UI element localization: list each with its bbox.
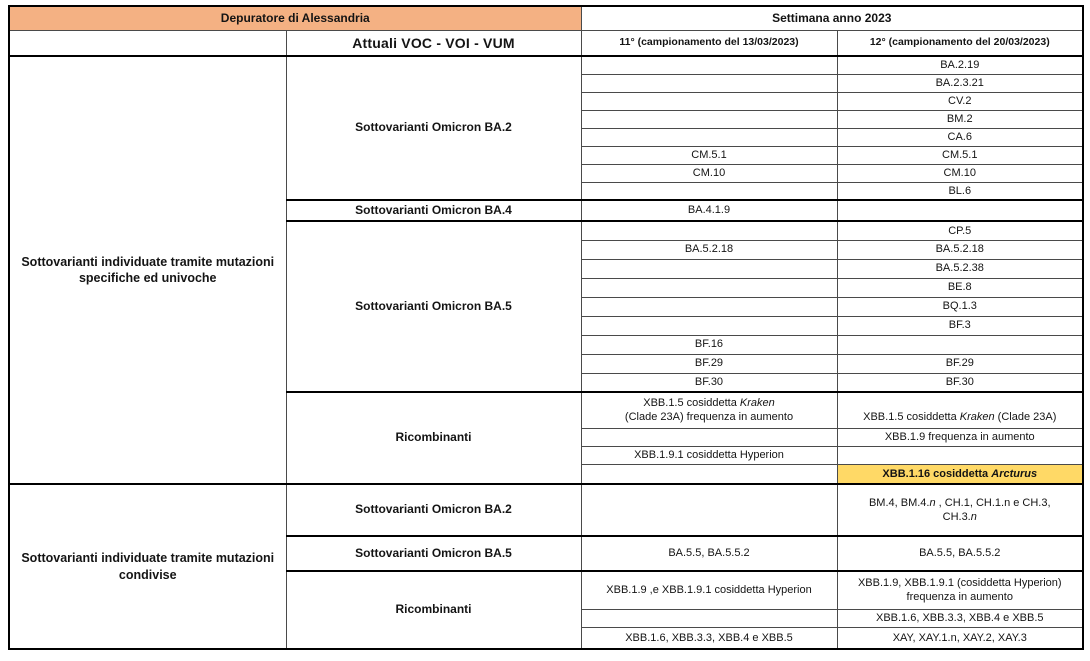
variant-cell: XBB.1.5 cosiddetta Kraken (Clade 23A) frequenza in aumento (581, 392, 837, 428)
variant-cell: BA.5.2.18 (581, 240, 837, 259)
variant-cell (837, 335, 1083, 354)
variant-cell: BA.5.2.18 (837, 240, 1083, 259)
variant-cell: CV.2 (837, 92, 1083, 110)
variant-cell: BE.8 (837, 278, 1083, 297)
week-group-header: Settimana anno 2023 (581, 6, 1083, 31)
header-spacer-cell (9, 31, 286, 57)
variant-cell: BF.30 (581, 373, 837, 392)
variant-cell: BQ.1.3 (837, 297, 1083, 316)
band-label-ricombinanti: Ricombinanti (286, 392, 581, 484)
variant-cell (581, 128, 837, 146)
highlighted-variant-cell: XBB.1.16 cosiddetta Arcturus (837, 464, 1083, 484)
variant-cell: BF.16 (581, 335, 837, 354)
variant-cell: BF.29 (581, 354, 837, 373)
variant-cell: XBB.1.9.1 cosiddetta Hyperion (581, 446, 837, 464)
week-11-header: 11° (campionamento del 13/03/2023) (581, 31, 837, 57)
variant-cell: XBB.1.9 ,e XBB.1.9.1 cosiddetta Hyperion (581, 571, 837, 609)
variant-cell: CP.5 (837, 221, 1083, 240)
variant-cell: BA.2.19 (837, 56, 1083, 74)
week-12-header: 12° (campionamento del 20/03/2023) (837, 31, 1083, 57)
variant-cell (837, 446, 1083, 464)
variant-cell (581, 74, 837, 92)
variant-cell (581, 221, 837, 240)
band-label-ba2: Sottovarianti Omicron BA.2 (286, 56, 581, 200)
variant-cell (581, 609, 837, 627)
variant-cell (581, 428, 837, 446)
variant-cell: XBB.1.9, XBB.1.9.1 (cosiddetta Hyperion) frequenza in aumento (837, 571, 1083, 609)
variant-cell: BF.29 (837, 354, 1083, 373)
variant-cell: XAY, XAY.1.n, XAY.2, XAY.3 (837, 627, 1083, 649)
variant-cell: BM.2 (837, 110, 1083, 128)
section-label-univoche: Sottovarianti individuate tramite mutazioni specifiche ed univoche (9, 56, 286, 484)
variant-cell (581, 484, 837, 536)
variant-cell: CM.10 (581, 164, 837, 182)
variant-cell (581, 278, 837, 297)
plant-header: Depuratore di Alessandria (9, 6, 581, 31)
variant-cell (581, 56, 837, 74)
variant-cell: CA.6 (837, 128, 1083, 146)
variant-cell: XBB.1.9 frequenza in aumento (837, 428, 1083, 446)
variant-cell (581, 182, 837, 200)
variant-cell: BA.2.3.21 (837, 74, 1083, 92)
variant-cell: BA.5.5, BA.5.5.2 (581, 536, 837, 571)
variant-cell (581, 259, 837, 278)
variant-cell: BA.5.5, BA.5.5.2 (837, 536, 1083, 571)
band-label-ba5: Sottovarianti Omicron BA.5 (286, 221, 581, 392)
variant-cell: BF.30 (837, 373, 1083, 392)
variant-cell: BA.4.1.9 (581, 200, 837, 221)
variants-table (8, 5, 1084, 650)
variant-cell: CM.5.1 (581, 146, 837, 164)
variant-cell: XBB.1.5 cosiddetta Kraken (Clade 23A) (837, 392, 1083, 428)
voc-header: Attuali VOC - VOI - VUM (286, 31, 581, 57)
band-label-ba2-shared: Sottovarianti Omicron BA.2 (286, 484, 581, 536)
variant-cell: BL.6 (837, 182, 1083, 200)
variant-cell (581, 464, 837, 484)
variant-cell: BM.4, BM.4.n , CH.1, CH.1.n e CH.3, CH.3.n (837, 484, 1083, 536)
variant-cell: CM.5.1 (837, 146, 1083, 164)
variant-cell (581, 316, 837, 335)
variant-cell: BF.3 (837, 316, 1083, 335)
variant-cell: XBB.1.6, XBB.3.3, XBB.4 e XBB.5 (837, 609, 1083, 627)
band-label-ba5-shared: Sottovarianti Omicron BA.5 (286, 536, 581, 571)
variant-cell (581, 297, 837, 316)
section-label-condivise: Sottovarianti individuate tramite mutazioni condivise (9, 484, 286, 649)
variant-cell (581, 92, 837, 110)
variant-cell (581, 110, 837, 128)
variant-cell: XBB.1.6, XBB.3.3, XBB.4 e XBB.5 (581, 627, 837, 649)
variant-cell: BA.5.2.38 (837, 259, 1083, 278)
band-label-ba4: Sottovarianti Omicron BA.4 (286, 200, 581, 221)
band-label-ricombinanti-shared: Ricombinanti (286, 571, 581, 649)
variant-cell: CM.10 (837, 164, 1083, 182)
variant-cell (837, 200, 1083, 221)
